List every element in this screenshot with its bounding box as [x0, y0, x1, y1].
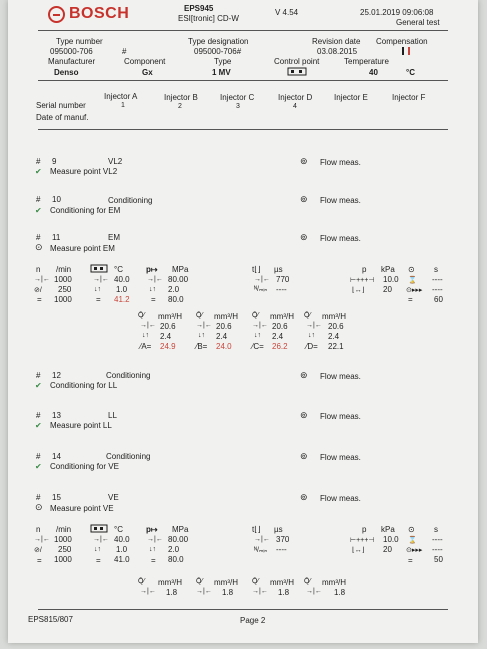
nominal-icon: →|←: [147, 536, 163, 543]
divider: [38, 129, 448, 130]
component-label: Component: [124, 57, 166, 66]
actual-icon: =: [37, 295, 42, 304]
step-hash: #: [36, 233, 41, 242]
per-min-icon: ᴺ/ₘᵢₙ: [254, 547, 268, 554]
q-nominal-b: 20.6: [216, 322, 232, 331]
pressure-tolerance: 2.0: [168, 285, 180, 294]
divider: [38, 30, 448, 31]
return-icon: ⌊↔⌋: [352, 547, 365, 554]
actual-icon: =: [408, 295, 413, 304]
nominal-icon: →|←: [252, 322, 268, 329]
actual-icon: =: [96, 295, 101, 304]
q-label-d: ⁄D=: [306, 342, 318, 351]
step-hash: #: [36, 411, 41, 420]
kpa-unit: kPa: [381, 525, 395, 534]
q-nominal-b: 1.8: [222, 588, 234, 597]
n-tolerance: 250: [58, 545, 72, 554]
nominal-icon: →|←: [254, 276, 270, 283]
injector-b-header: Injector B: [164, 93, 198, 102]
quantity-unit: mm³/H: [270, 578, 294, 587]
actual-icon: =: [151, 295, 156, 304]
brand-name: BOSCH: [69, 5, 130, 22]
temperature-icon: [90, 524, 108, 533]
seconds-1: ----: [432, 275, 443, 284]
q-tolerance-d: 2.4: [328, 332, 340, 341]
temp-nominal: 40.0: [114, 535, 130, 544]
q-label-a: ⁄A=: [140, 342, 152, 351]
step-description: Measure point VL2: [50, 167, 118, 176]
pulse-icon: t⌊⌋: [252, 525, 261, 534]
flow-meter-icon: ⊚: [300, 451, 308, 461]
temp-nominal: 40.0: [114, 275, 130, 284]
type-designation-label: Type designation: [188, 37, 249, 46]
step-description: Conditioning for EM: [50, 206, 121, 215]
step-code: Conditioning: [106, 452, 151, 461]
tolerance-icon: ↓↑: [149, 546, 156, 553]
actual-icon: =: [37, 556, 42, 565]
q-nominal-d: 20.6: [328, 322, 344, 331]
fast-forward-icon: ⊙▸▸▸: [406, 287, 423, 294]
quantity-unit: mm³/H: [158, 578, 182, 587]
nominal-icon: →|←: [254, 536, 270, 543]
pressure-nominal: 80.00: [168, 535, 189, 544]
footer-doc: EPS815/807: [28, 615, 73, 624]
pressure-tolerance: 2.0: [168, 545, 180, 554]
step-flow-label: Flow meas.: [320, 453, 361, 462]
pressure-actual: 80.0: [168, 295, 184, 304]
injector-c-header: Injector C: [220, 93, 255, 102]
type-hash: #: [122, 47, 127, 56]
pulse-unit: µs: [274, 525, 283, 534]
type-designation: 095000-706#: [194, 47, 242, 56]
check-icon: ✔: [35, 206, 42, 215]
n-nominal: 1000: [54, 535, 72, 544]
pressure-nominal: 80.00: [168, 275, 189, 284]
nominal-icon: →|←: [93, 536, 109, 543]
step-code: Conditioning: [108, 196, 153, 205]
nominal-icon: →|←: [196, 322, 212, 329]
version: V 4.54: [275, 8, 299, 17]
temp-tolerance: 1.0: [116, 545, 128, 554]
step-code: LL: [108, 411, 117, 420]
check-icon: ✔: [35, 421, 42, 430]
kpa-label: p: [362, 265, 367, 274]
date-of-manuf-label: Date of manuf.: [36, 113, 89, 122]
quantity-unit: mm³/H: [322, 312, 346, 321]
nominal-icon: →|←: [140, 322, 156, 329]
quantity-unit: mm³/H: [214, 578, 238, 587]
temp-tolerance: 1.0: [116, 285, 128, 294]
nominal-icon: →|←: [93, 276, 109, 283]
injector-number: 2: [178, 103, 182, 110]
step-description: Measure point EM: [50, 244, 115, 253]
pressure-unit: MPa: [172, 265, 189, 274]
step-number: 12: [52, 371, 61, 380]
nominal-icon: →|←: [147, 276, 163, 283]
actual-icon: =: [408, 556, 413, 565]
pulse-value: 770: [276, 275, 290, 284]
seconds-unit: s: [434, 265, 438, 274]
n-actual: 1000: [54, 295, 72, 304]
test-datetime: 25.01.2019 09:06:08: [360, 8, 434, 17]
step-hash: #: [36, 493, 41, 502]
tolerance-icon: ⊘/: [34, 287, 42, 294]
supply-icon: ⊢+++⊣: [350, 277, 375, 284]
nominal-icon: →|←: [306, 588, 322, 595]
seconds-2: ----: [432, 545, 443, 554]
temp-actual: 41.0: [114, 555, 130, 564]
step-number: 9: [52, 157, 57, 166]
temp-unit: °C: [114, 525, 123, 534]
system-name: ESI[tronic] CD-W: [178, 14, 239, 23]
per-min-icon: ᴺ/ₘᵢₙ: [254, 286, 268, 293]
type-number-label: Type number: [56, 37, 103, 46]
bosch-logo-icon: [48, 6, 65, 23]
quantity-icon: Q̄⁄: [196, 312, 203, 319]
step-code: VE: [108, 493, 119, 502]
step-description: Measure point LL: [50, 421, 112, 430]
type-value: 1 MV: [212, 68, 231, 77]
flow-meter-icon: ⊚: [300, 370, 308, 380]
step-hash: #: [36, 452, 41, 461]
q-nominal-c: 1.8: [278, 588, 290, 597]
nominal-icon: →|←: [34, 276, 50, 283]
nominal-icon: →|←: [196, 588, 212, 595]
quantity-icon: Q̄⁄: [252, 578, 259, 585]
compensation-label: Compensation: [376, 37, 428, 46]
revision-date-label: Revision date: [312, 37, 361, 46]
flow-meter-icon: ⊚: [300, 492, 308, 502]
step-hash: #: [36, 371, 41, 380]
temperature-label: Temperature: [344, 57, 389, 66]
q-tolerance-c: 2.4: [272, 332, 284, 341]
flow-meter-icon: ⊚: [300, 410, 308, 420]
tolerance-icon: ↓↑: [94, 546, 101, 553]
q-nominal-d: 1.8: [334, 588, 346, 597]
hourglass-icon: ⌛: [408, 277, 417, 284]
tolerance-icon: ↓↑: [94, 286, 101, 293]
q-actual-d: 22.1: [328, 342, 344, 351]
step-code: Conditioning: [106, 371, 151, 380]
fast-forward-icon: ⊙▸▸▸: [406, 547, 423, 554]
measure-icon: ⊙: [35, 502, 43, 512]
temperature: 40: [369, 68, 378, 77]
quantity-icon: Q̄⁄: [196, 578, 203, 585]
step-flow-label: Flow meas.: [320, 158, 361, 167]
step-description: Conditioning for VE: [50, 462, 119, 471]
supply-icon: ⊢+++⊣: [350, 537, 375, 544]
measure-icon: ⊙: [35, 242, 43, 252]
q-nominal-a: 1.8: [166, 588, 178, 597]
q-actual-b: 24.0: [216, 342, 232, 351]
q-nominal-a: 20.6: [160, 322, 176, 331]
actual-icon: =: [96, 556, 101, 565]
q-actual-a: 24.9: [160, 342, 176, 351]
control-point-label: Control point: [274, 57, 320, 66]
per-min-value: ----: [276, 545, 287, 554]
flow-meter-icon: ⊚: [300, 156, 308, 166]
check-icon: ✔: [35, 381, 42, 390]
seconds-actual: 50: [434, 555, 443, 564]
temperature-icon: [90, 264, 108, 273]
nominal-icon: →|←: [140, 588, 156, 595]
step-flow-label: Flow meas.: [320, 494, 361, 503]
n-actual: 1000: [54, 555, 72, 564]
tolerance-icon: ↓↑: [149, 286, 156, 293]
model: EPS945: [184, 4, 214, 13]
divider: [38, 80, 448, 81]
per-min-value: ----: [276, 285, 287, 294]
nominal-icon: →|←: [306, 322, 322, 329]
tolerance-icon: ↓↑: [198, 332, 205, 339]
seconds-unit: s: [434, 525, 438, 534]
injector-d-header: Injector D: [278, 93, 313, 102]
step-hash: #: [36, 157, 41, 166]
check-icon: ✔: [35, 167, 42, 176]
manufacturer: Denso: [54, 68, 79, 77]
injector-e-header: Injector E: [334, 93, 368, 102]
check-icon: ✔: [35, 462, 42, 471]
quantity-icon: Q̄⁄: [304, 578, 311, 585]
injector-number: 3: [236, 103, 240, 110]
actual-icon: =: [151, 556, 156, 565]
kpa-supply: 10.0: [383, 535, 399, 544]
step-code: EM: [108, 233, 120, 242]
pressure-icon: p↦: [146, 265, 158, 274]
q-tolerance-a: 2.4: [160, 332, 172, 341]
seconds-1: ----: [432, 535, 443, 544]
temperature-unit: °C: [406, 68, 415, 77]
injector-number: 1: [121, 102, 125, 109]
seconds-actual: 60: [434, 295, 443, 304]
q-tolerance-b: 2.4: [216, 332, 228, 341]
manufacturer-label: Manufacturer: [48, 57, 96, 66]
quantity-unit: mm³/H: [214, 312, 238, 321]
step-description: Measure point VE: [50, 504, 114, 513]
n-unit: /min: [56, 525, 72, 534]
n-label: n: [36, 525, 41, 534]
step-code: VL2: [108, 157, 123, 166]
pressure-unit: MPa: [172, 525, 189, 534]
flow-meter-icon: ⊚: [300, 194, 308, 204]
step-number: 15: [52, 493, 61, 502]
step-number: 13: [52, 411, 61, 420]
kpa-return: 20: [383, 285, 392, 294]
control-point-icon: [287, 67, 307, 76]
flow-meter-icon: ⊚: [300, 232, 308, 242]
step-flow-label: Flow meas.: [320, 196, 361, 205]
q-label-c: ⁄C=: [252, 342, 264, 351]
step-number: 14: [52, 452, 61, 461]
n-unit: /min: [56, 265, 72, 274]
quantity-icon: Q̄⁄: [138, 312, 145, 319]
type-label: Type: [214, 57, 232, 66]
tolerance-icon: ↓↑: [142, 332, 149, 339]
quantity-icon: Q̄⁄: [304, 312, 311, 319]
clock-icon: ⊙: [408, 265, 415, 274]
component: Gx: [142, 68, 153, 77]
pulse-unit: µs: [274, 265, 283, 274]
serial-number-label: Serial number: [36, 101, 86, 110]
temp-actual: 41.2: [114, 295, 130, 304]
seconds-2: ----: [432, 285, 443, 294]
test-type: General test: [396, 18, 440, 27]
temp-unit: °C: [114, 265, 123, 274]
type-number: 095000-706: [50, 47, 93, 56]
nominal-icon: →|←: [252, 588, 268, 595]
quantity-icon: Q̄⁄: [252, 312, 259, 319]
n-nominal: 1000: [54, 275, 72, 284]
kpa-return: 20: [383, 545, 392, 554]
document-sheet: [8, 0, 478, 643]
quantity-unit: mm³/H: [158, 312, 182, 321]
step-description: Conditioning for LL: [50, 381, 118, 390]
kpa-unit: kPa: [381, 265, 395, 274]
step-flow-label: Flow meas.: [320, 372, 361, 381]
q-actual-c: 26.2: [272, 342, 288, 351]
quantity-unit: mm³/H: [322, 578, 346, 587]
return-icon: ⌊↔⌋: [352, 287, 365, 294]
hourglass-icon: ⌛: [408, 537, 417, 544]
n-label: n: [36, 265, 41, 274]
tolerance-icon: ↓↑: [254, 332, 261, 339]
pressure-icon: p↦: [146, 525, 158, 534]
clock-icon: ⊙: [408, 525, 415, 534]
kpa-supply: 10.0: [383, 275, 399, 284]
q-nominal-c: 20.6: [272, 322, 288, 331]
q-label-b: ⁄B=: [196, 342, 208, 351]
injector-a-header: Injector A: [104, 92, 138, 101]
step-flow-label: Flow meas.: [320, 412, 361, 421]
compensation-icon: [401, 46, 413, 56]
quantity-unit: mm³/H: [270, 312, 294, 321]
kpa-label: p: [362, 525, 367, 534]
injector-f-header: Injector F: [392, 93, 426, 102]
pulse-value: 370: [276, 535, 290, 544]
page-number: Page 2: [240, 616, 266, 625]
pressure-actual: 80.0: [168, 555, 184, 564]
pulse-icon: t⌊⌋: [252, 265, 261, 274]
injector-number: 4: [293, 103, 297, 110]
step-hash: #: [36, 195, 41, 204]
nominal-icon: →|←: [34, 536, 50, 543]
footer-divider: [38, 609, 448, 610]
step-number: 10: [52, 195, 61, 204]
step-flow-label: Flow meas.: [320, 234, 361, 243]
n-tolerance: 250: [58, 285, 72, 294]
tolerance-icon: ↓↑: [308, 332, 315, 339]
tolerance-icon: ⊘/: [34, 547, 42, 554]
quantity-icon: Q̄⁄: [138, 578, 145, 585]
revision-date: 03.08.2015: [317, 47, 358, 56]
step-number: 11: [52, 233, 61, 242]
